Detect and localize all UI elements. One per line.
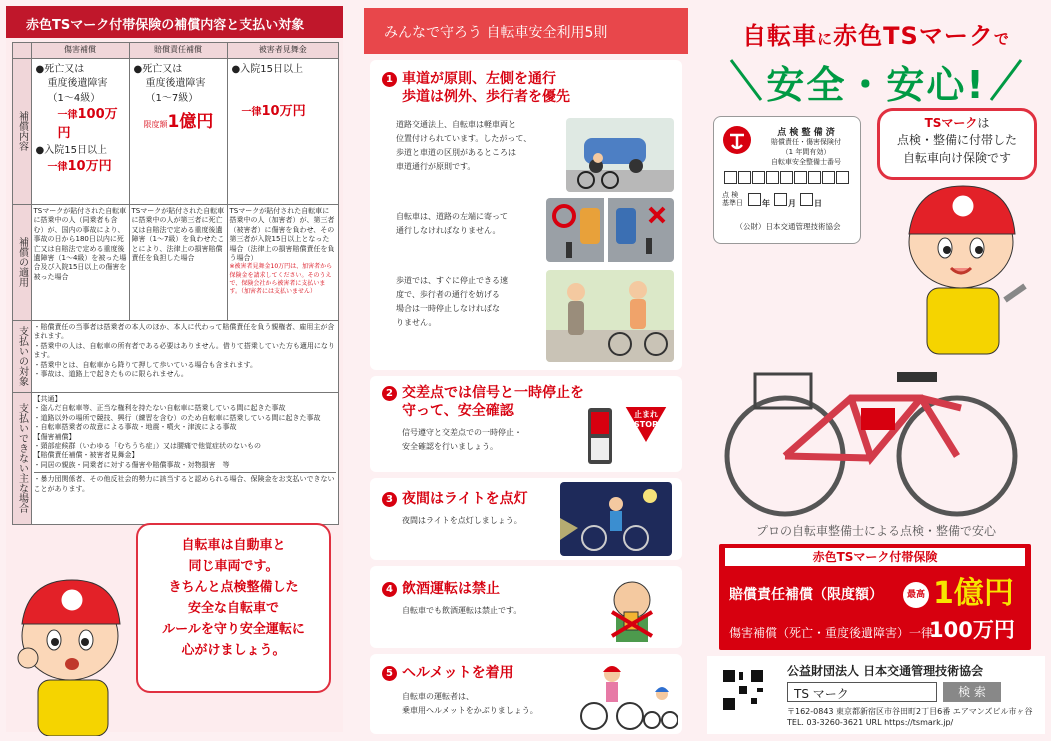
stop-sign-text: 止まれ STOP bbox=[634, 410, 658, 429]
injury-label: 傷害補償（死亡・重度後遺障害）一律 bbox=[729, 626, 934, 640]
ts-logo-icon bbox=[722, 125, 752, 155]
row-label-notpay: 支払いできない主な場合 bbox=[13, 392, 32, 524]
insurance-box-title: 赤色TSマーク付帯保険 bbox=[725, 548, 1025, 566]
search-field[interactable]: TS マーク bbox=[787, 682, 937, 702]
liability-amount: 1億円 bbox=[933, 576, 1014, 611]
cell-notpay: 【共通】 ・盗んだ自転車等、正当な権利を持たない自転車に搭乗している間に起きた事故 ・道路以外の場所で競技、興行（練習を含む）のため自転車に搭乗している間に起きた事故 ・自転車搭乗者の故意による事故・地震・噴火・津波による事故 【傷害補償】 ・頸部症候群（いわゆる「むちうち症」）又は腰痛で他覚症状のないもの 【賠償責任補償・被害者見舞金】 ・同居の親族・同乗者に対する傷害や賠償事故・対物損害 等 ・暴力団関係者、その他反社会的勢力に該当すると認められる場合、保険金をお支払いできないことがあります。 bbox=[31, 392, 339, 524]
insurance-summary-box bbox=[719, 544, 1031, 650]
safety-message-bubble: 自転車は自動車と 同じ車両です。 きちんと点検整備した 安全な自転車で ルールを守り安全運転に 心がけましょう。 bbox=[136, 523, 331, 693]
serial-number-boxes bbox=[724, 169, 850, 188]
liability-label: 賠償責任補償（限度額） bbox=[729, 587, 883, 603]
coverage-panel bbox=[6, 6, 343, 732]
headline-line1: 自転車に赤色TSマークで bbox=[742, 22, 1010, 50]
cell-injury-coverage: ●死亡又は 重度後遺障害 （1〜4級） 一律100万円 ●入院15日以上 一律10万円 bbox=[31, 58, 129, 204]
header-liability: 賠償責任補償 bbox=[129, 43, 227, 59]
coverage-title: 赤色TSマーク付帯保険の補償内容と支払い対象 bbox=[6, 6, 343, 38]
rule-4-body: 自転車でも飲酒運転は禁止です。 bbox=[402, 606, 522, 615]
qr-code-icon bbox=[721, 668, 765, 712]
row-label-apply: 補償の適用 bbox=[13, 204, 32, 320]
header-victim: 被害者見舞金 bbox=[227, 43, 339, 59]
rules-panel bbox=[364, 8, 688, 734]
injury-amount: 100万円 bbox=[929, 618, 1015, 642]
rule-5-card bbox=[370, 654, 682, 734]
rule-5-title: 5 ヘルメットを着用 bbox=[382, 664, 514, 682]
org-name: 公益財団法人 日本交通管理技術協会 bbox=[787, 664, 984, 678]
rule-5-body: 自転車の運転者は、 乗車用ヘルメットをかぶりましょう。 bbox=[402, 692, 538, 715]
rule-3-body: 夜間はライトを点灯しましょう。 bbox=[402, 516, 522, 525]
rule-1-body-b: 自転車は、道路の左端に寄って 通行しなければなりません。 bbox=[396, 212, 508, 235]
row-label-pay: 支払いの対象 bbox=[13, 320, 32, 392]
search-button[interactable]: 検 索 bbox=[943, 682, 1001, 702]
rule-2-body: 信号遵守と交差点での一時停止・ 安全確認を行いましょう。 bbox=[402, 428, 522, 451]
header-injury: 傷害補償 bbox=[31, 43, 129, 59]
rule-1-title: 1 車道が原則、左側を通行 歩道は例外、歩行者を優先 bbox=[382, 70, 570, 107]
rules-title: みんなで守ろう 自転車安全利用5則 bbox=[364, 8, 688, 54]
red-bicycle-illustration bbox=[721, 338, 1021, 528]
cell-apply-liability: TSマークが貼付された自転車に搭乗中の人が第三者に死亡又は自賠法で定める重度後遺障害（1〜7級）を負わせたことにより、法律上の損害賠償責任を負担した場合 bbox=[129, 204, 227, 320]
ts-mark-card: 点 検 整 備 済 賠償責任・傷害保険付 （1 年間有効） 自転車安全整備士番号 点 検 基準日 年 月 日 （公財）日本交通管理技術協会 bbox=[713, 116, 861, 244]
rule-1-body-a: 道路交通法上、自転車は軽車両と 位置付けられています。したがって、 歩道と車道の区別があるところは 車道通行が原則です。 bbox=[396, 120, 532, 171]
mechanic-tagline: プロの自転車整備士による点検・整備で安心 bbox=[755, 524, 996, 538]
rule-4-card bbox=[370, 566, 682, 648]
org-address: 〒162-0843 東京都新宿区市谷田町2丁目6番 エアマンズビル市ヶ谷 bbox=[787, 707, 1033, 716]
max-badge: 最高 bbox=[903, 582, 929, 608]
rule-2-title: 2 交差点では信号と一時停止を 守って、安全確認 bbox=[382, 384, 584, 421]
headline-line2: 安全・安心! bbox=[766, 63, 986, 107]
no-drinking-illustration bbox=[592, 572, 672, 644]
rule-3-card bbox=[370, 478, 682, 560]
rule-1-card bbox=[370, 60, 682, 370]
ts-insurance-bubble: TSマークは 点検・整備に付帯した 自転車向け保険です bbox=[877, 108, 1037, 180]
rule-2-card bbox=[370, 376, 682, 472]
row-label-coverage: 補償内容 bbox=[13, 58, 32, 204]
cell-liability-coverage: ●死亡又は 重度後遺障害 （1〜7級） 限度額1億円 bbox=[129, 58, 227, 204]
car-and-bicycle-illustration bbox=[566, 118, 674, 192]
cell-apply-injury: TSマークが貼付された自転車に搭乗中の人（同乗者も含む）が、国内の事故により、事故の日から180日以内に死亡又は自賠法で定める重度後遺障害（1〜4級）を被った場合及び入院15日以上の傷害を被った場合 bbox=[31, 204, 129, 320]
helmet-cycling-illustration bbox=[566, 658, 678, 732]
night-cycling-illustration bbox=[560, 482, 672, 556]
coverage-table bbox=[12, 42, 339, 525]
sidewalk-pedestrian-illustration bbox=[546, 270, 674, 362]
cell-pay-targets: ・賠償責任の当事者は搭乗者の本人のほか、本人に代わって賠償責任を負う親権者、雇用主が含まれます。 ・搭乗中の人は、自転車の所有者である必要はありません。借りて搭乗していた方も適用になります。 ・搭乗中とは、自転車から降りて押して歩いている場合も含まれます。 ・事故は、道路上で起きたものに限られません。 bbox=[31, 320, 339, 392]
pedestrian-signal-icon bbox=[588, 408, 612, 464]
org-contact: TEL. 03-3260-3621 URL https://tsmark.jp/ bbox=[787, 718, 954, 727]
cell-victim-coverage: ●入院15日以上 一律10万円 bbox=[227, 58, 339, 204]
left-side-riding-illustration bbox=[546, 198, 674, 262]
rule-3-title: 3 夜間はライトを点灯 bbox=[382, 490, 528, 508]
promo-panel bbox=[707, 8, 1045, 734]
organization-block bbox=[707, 656, 1045, 734]
date-boxes: 年 月 日 bbox=[748, 193, 822, 209]
rule-4-title: 4 飲酒運転は禁止 bbox=[382, 580, 500, 598]
cell-apply-victim: TSマークが貼付された自転車に搭乗中の人（加害者）が、第三者（被害者）に傷害を負わせ、その第三者が入院15日以上となった場合（法律上の損害賠償責任を負う場合） ※被害者見舞金10万円は、加害者から保険金を請求してください。そのうえで、保険会社から被害者に支払います。（加害者には支払いません） bbox=[227, 204, 339, 320]
mascot-pointing-illustration bbox=[8, 566, 138, 736]
rule-1-body-c: 歩道では、すぐに停止できる速 度で、歩行者の通行を妨げる 場合は一時停止しなければな りません。 bbox=[396, 276, 508, 327]
mascot-wrench-illustration bbox=[897, 180, 1037, 360]
